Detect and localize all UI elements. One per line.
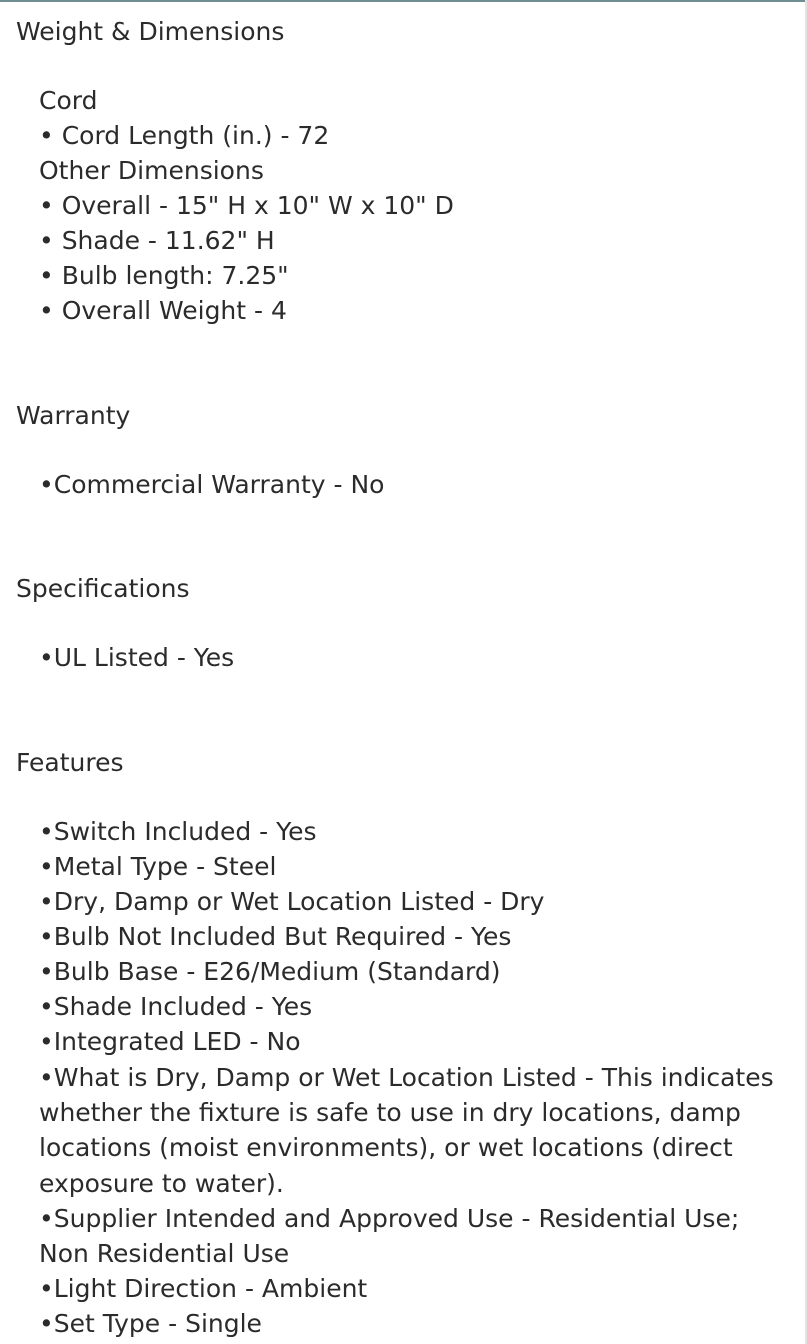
feature-location-listed: •Dry, Damp or Wet Location Listed - Dry — [39, 887, 545, 916]
section-title-features: Features — [16, 748, 124, 777]
section-title-specifications: Specifications — [16, 574, 190, 603]
detail-line-commercial-warranty: •Commercial Warranty - No — [39, 470, 385, 499]
detail-line-overall-weight: • Overall Weight - 4 — [39, 296, 287, 325]
feature-metal-type: •Metal Type - Steel — [39, 852, 277, 881]
feature-approved-use: •Supplier Intended and Approved Use - Residential Use; Non Residential Use — [39, 1204, 740, 1269]
detail-line-shade: • Shade - 11.62" H — [39, 226, 275, 255]
detail-line-ul-listed: •UL Listed - Yes — [39, 643, 235, 672]
section-title-weight-dimensions: Weight & Dimensions — [16, 17, 285, 46]
detail-line-cord-length: • Cord Length (in.) - 72 — [39, 121, 330, 150]
feature-integrated-led: •Integrated LED - No — [39, 1027, 301, 1056]
subheading-cord: Cord — [39, 86, 98, 115]
detail-line-overall: • Overall - 15" H x 10" W x 10" D — [39, 191, 454, 220]
feature-bulb-required: •Bulb Not Included But Required - Yes — [39, 922, 512, 951]
top-border — [0, 0, 807, 2]
feature-set-type: •Set Type - Single — [39, 1309, 262, 1338]
detail-line-bulb-length: • Bulb length: 7.25" — [39, 261, 289, 290]
feature-switch-included: •Switch Included - Yes — [39, 817, 317, 846]
section-title-warranty: Warranty — [16, 401, 131, 430]
feature-light-direction: •Light Direction - Ambient — [39, 1274, 368, 1303]
feature-bulb-base: •Bulb Base - E26/Medium (Standard) — [39, 957, 501, 986]
subheading-other-dimensions: Other Dimensions — [39, 156, 264, 185]
feature-shade-included: •Shade Included - Yes — [39, 992, 313, 1021]
feature-location-explanation: •What is Dry, Damp or Wet Location Listed - This indicates whether the fixture is safe to use in dry locations, damp locations (moist environments), or wet locations (direct exposure to water). — [39, 1063, 774, 1198]
